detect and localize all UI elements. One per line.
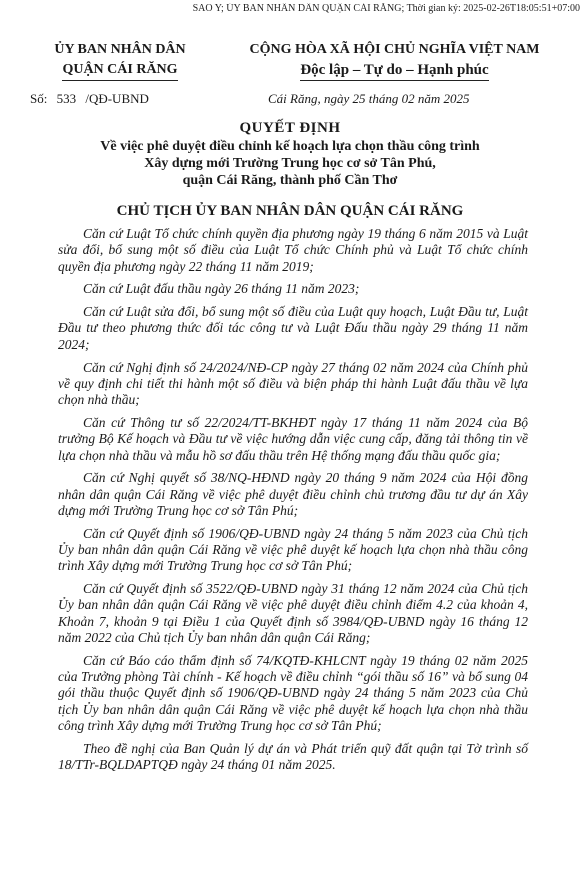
agency-line-2: QUẬN CÁI RĂNG <box>62 60 177 81</box>
document-number-value: 533 <box>56 91 77 106</box>
issuing-authority: CHỦ TỊCH ỦY BAN NHÂN DÂN QUẬN CÁI RĂNG <box>116 203 464 219</box>
document-number-suffix: /QĐ-UBND <box>85 91 149 106</box>
document-title: QUYẾT ĐỊNH <box>239 120 341 136</box>
legal-basis-paragraph: Căn cứ Nghị định số 24/2024/NĐ-CP ngày 27 tháng 02 năm 2024 của Chính phủ về quy định chi tiết thi hành một số điều và biện pháp thi hành Luật đấu thầu về lựa chọn nhà thầu; <box>58 359 528 408</box>
legal-basis-paragraph: Căn cứ Quyết định số 1906/QĐ-UBND ngày 24 tháng 5 năm 2023 của Chủ tịch Ủy ban nhân dân quận Cái Răng về việc phê duyệt kế hoạch lựa chọn nhà thầu công trình Xây dựng mới Trường Trung học cơ sở Tân Phú; <box>58 525 528 574</box>
country-name: CỘNG HÒA XÃ HỘI CHỦ NGHĨA VIỆT NAM <box>249 42 540 57</box>
legal-basis-section <box>58 226 528 780</box>
agency-line-1: ỦY BAN NHÂN DÂN <box>54 42 186 57</box>
document-number-label: Số: <box>30 91 48 106</box>
issuing-agency <box>30 40 210 81</box>
legal-basis-paragraph: Căn cứ Nghị quyết số 38/NQ-HĐND ngày 20 tháng 9 năm 2024 của Hội đồng nhân dân quận Cái Răng về việc phê duyệt điều chỉnh chủ trương đầu tư dự án Xây dựng mới Trường Trung học cơ sở Tân Phú; <box>58 470 528 518</box>
subject-line: Về việc phê duyệt điều chỉnh kế hoạch lựa chọn thầu công trình <box>100 139 480 154</box>
document-date: Cái Răng, ngày 25 tháng 02 năm 2025 <box>268 91 470 106</box>
national-motto: Độc lập – Tự do – Hạnh phúc <box>300 60 488 81</box>
document-number <box>30 91 155 107</box>
legal-basis-paragraph: Theo đề nghị của Ban Quản lý dự án và Phát triển quỹ đất quận tại Tờ trình số 18/TTr-BQLDAPTQĐ ngày 24 tháng 01 năm 2025. <box>58 740 528 773</box>
legal-basis-paragraph: Căn cứ Báo cáo thẩm định số 74/KQTĐ-KHLCNT ngày 19 tháng 02 năm 2025 của Trưởng phòng Tài chính - Kế hoạch về điều chỉnh “gói thầu số 16” và bổ sung 04 gói thầu thuộc Quyết định số 1906/QĐ-UBND ngày 24 tháng 5 năm 2023 của Chủ tịch Ủy ban nhân dân quận Cái Răng về việc phê duyệt kế hoạch lựa chọn nhà thầu công trình Xây dựng mới Trường Trung học cơ sở Tân Phú; <box>58 652 528 734</box>
subject-line: quận Cái Răng, thành phố Cần Thơ <box>182 173 398 188</box>
legal-basis-paragraph: Căn cứ Luật sửa đổi, bổ sung một số điều của Luật quy hoạch, Luật Đầu tư, Luật Đầu tư theo phương thức đối tác công tư và Luật Đấu thầu ngày 29 tháng 11 năm 2024; <box>58 304 528 352</box>
national-header <box>222 40 567 81</box>
subject-line: Xây dựng mới Trường Trung học cơ sở Tân Phú, <box>144 156 436 171</box>
document-subject <box>0 138 580 189</box>
legal-basis-paragraph: Căn cứ Luật đấu thầu ngày 26 tháng 11 năm 2023; <box>83 281 360 297</box>
legal-basis-paragraph: Căn cứ Luật Tổ chức chính quyền địa phương ngày 19 tháng 6 năm 2015 và Luật sửa đổi, bổ sung một số điều của Luật Tổ chức Chính phủ và Luật Tổ chức chính quyền địa phương ngày 22 tháng 11 năm 2019; <box>58 226 528 274</box>
digital-signature-stamp: SAO Y; ỦY BAN NHÂN DÂN QUẬN CÁI RĂNG; Thời gian ký: 2025-02-26T18:05:51+07:00 <box>192 3 580 14</box>
legal-basis-paragraph: Căn cứ Thông tư số 22/2024/TT-BKHĐT ngày 17 tháng 11 năm 2024 của Bộ trưởng Bộ Kế hoạch và Đầu tư về việc hướng dẫn việc cung cấp, đăng tải thông tin về lựa chọn nhà thầu và mẫu hồ sơ đấu thầu trên Hệ thống mạng đấu thầu quốc gia; <box>58 414 528 463</box>
legal-basis-paragraph: Căn cứ Quyết định số 3522/QĐ-UBND ngày 31 tháng 12 năm 2024 của Chủ tịch Ủy ban nhân dân quận Cái Răng về việc phê duyệt điều chỉnh điểm 4.2 của khoản 4, Khoản 7, khoản 9 tại Điều 1 của Quyết định số 3984/QĐ-UBND ngày 16 tháng 12 năm 2022 của Chủ tịch Ủy ban nhân dân quận Cái Răng; <box>58 581 528 646</box>
